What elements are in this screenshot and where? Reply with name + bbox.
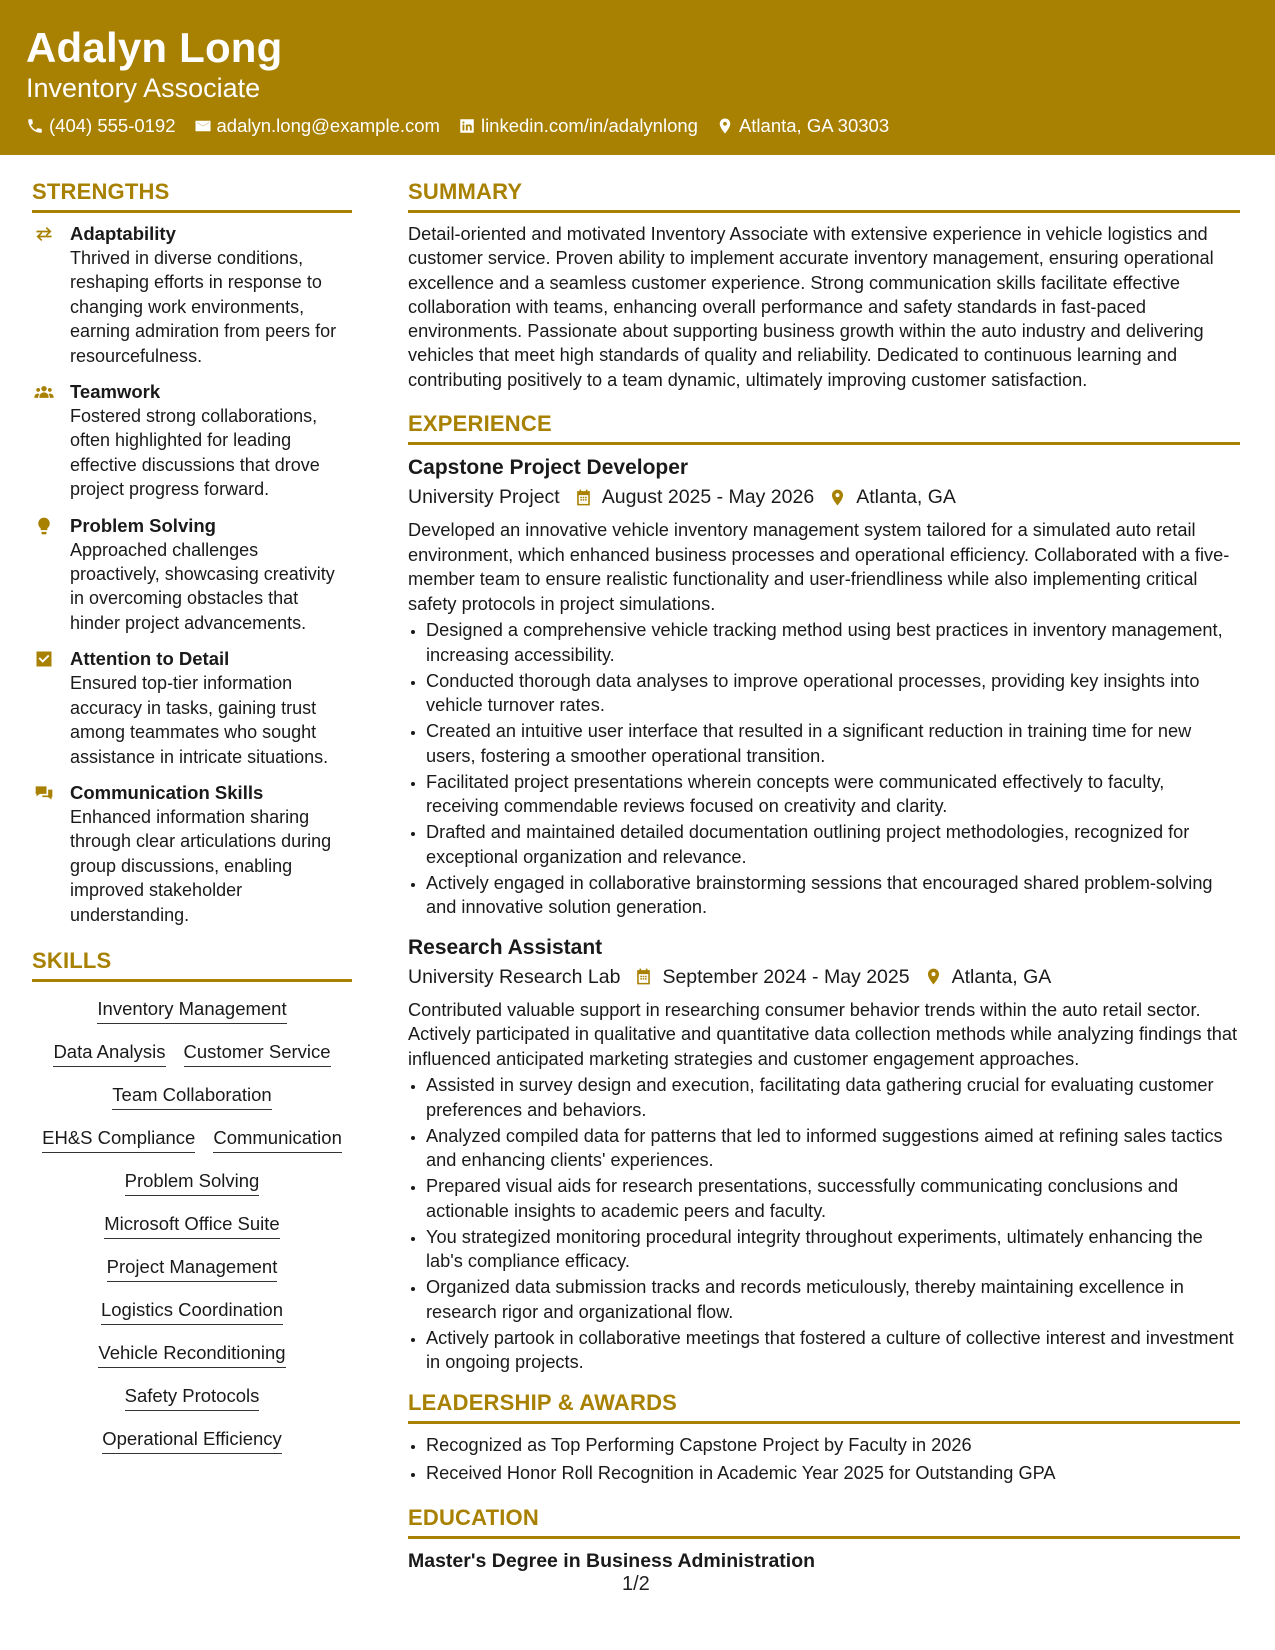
job-bullet: • Assisted in survey design and execution, facilitating data gathering crucial for evaluating customer preferences and behaviors. bbox=[426, 1073, 1240, 1122]
job-dates: September 2024 - May 2025 bbox=[662, 965, 910, 988]
linkedin-icon bbox=[458, 117, 476, 135]
skill-tag: Vehicle Reconditioning bbox=[98, 1341, 285, 1368]
education-degree: Master's Degree in Business Administration bbox=[408, 1549, 816, 1572]
job-title: Research Assistant bbox=[408, 935, 603, 959]
awards-heading: LEADERSHIP & AWARDS bbox=[408, 1389, 1240, 1424]
job-bullets bbox=[408, 1073, 1240, 1375]
strength-desc: Thrived in diverse conditions, reshaping efforts in response to changing work environments, earning admiration from peers for resourcefulness. bbox=[70, 248, 337, 366]
experience-heading: EXPERIENCE bbox=[408, 410, 1240, 445]
strength-item bbox=[32, 380, 352, 502]
arrows-exchange-icon bbox=[34, 224, 54, 244]
job-bullet: • Conducted thorough data analyses to improve operational processes, providing key insights into vehicle turnover rates. bbox=[426, 669, 1240, 718]
phone-icon bbox=[26, 117, 44, 135]
summary-text: Detail-oriented and motivated Inventory Associate with extensive experience in vehicle logistics and customer service. Proven ability to implement accurate inventory management, ensuring operational excellence and a seamless customer experience. Strong communication skills facilitate effective collaboration with teams, enhancing overall performance and safety standards in fast-paced environments. Passionate about supporting business growth within the auto industry and delivering vehicles that meet high standards of quality and reliability. Dedicated to continuous learning and contributing positively to a team dynamic, ultimately improving customer satisfaction. bbox=[408, 224, 1214, 390]
strength-item bbox=[32, 647, 352, 769]
candidate-name: Adalyn Long bbox=[26, 24, 283, 71]
job-location: Atlanta, GA bbox=[856, 486, 956, 509]
job-title: Capstone Project Developer bbox=[408, 456, 689, 480]
strength-desc: Enhanced information sharing through clear articulations during group discussions, enabling improved stakeholder understanding. bbox=[70, 806, 332, 925]
contact-location bbox=[716, 114, 889, 138]
linkedin-text: linkedin.com/in/adalynlong bbox=[480, 115, 698, 136]
strength-item bbox=[32, 514, 352, 636]
phone-text: (404) 555-0192 bbox=[49, 115, 176, 136]
job-bullet: • Organized data submission tracks and records meticulously, thereby maintaining excellence in research rigor and organizational flow. bbox=[426, 1275, 1240, 1324]
job-meta bbox=[408, 962, 1240, 992]
education-heading: EDUCATION bbox=[408, 1504, 1240, 1539]
skill-tag: Problem Solving bbox=[125, 1169, 260, 1196]
job-entry bbox=[408, 454, 1240, 920]
award-item: • Received Honor Roll Recognition in Academic Year 2025 for Outstanding GPA bbox=[426, 1461, 1240, 1486]
strength-item bbox=[32, 781, 352, 927]
job-org: University Research Lab bbox=[408, 965, 621, 988]
job-bullets bbox=[408, 618, 1240, 920]
location-text: Atlanta, GA 30303 bbox=[738, 115, 890, 136]
contact-phone[interactable] bbox=[26, 114, 176, 138]
map-pin-icon bbox=[924, 967, 943, 986]
strengths-heading: STRENGTHS bbox=[32, 178, 352, 213]
job-bullet: • Actively engaged in collaborative brainstorming sessions that encouraged shared problem-solving and innovative solution generation. bbox=[426, 871, 1240, 920]
map-pin-icon bbox=[828, 488, 847, 507]
calendar-icon bbox=[574, 488, 593, 507]
users-icon bbox=[34, 382, 54, 402]
job-bullet: • Designed a comprehensive vehicle tracking method using best practices in inventory management, increasing accessibility. bbox=[426, 618, 1240, 667]
skill-tag: Microsoft Office Suite bbox=[104, 1212, 279, 1239]
left-column bbox=[32, 178, 352, 1454]
skill-tag: Inventory Management bbox=[97, 997, 286, 1024]
skill-tag: Safety Protocols bbox=[125, 1384, 260, 1411]
contact-linkedin[interactable] bbox=[458, 114, 698, 138]
email-text: adalyn.long@example.com bbox=[216, 115, 440, 136]
strength-title: Communication Skills bbox=[70, 781, 264, 803]
contact-email[interactable] bbox=[194, 114, 440, 138]
job-bullet: • Analyzed compiled data for patterns that led to informed suggestions aimed at refining sales tactics and enhancing clients' experiences. bbox=[426, 1124, 1240, 1173]
strength-title: Attention to Detail bbox=[70, 648, 230, 670]
lightbulb-icon bbox=[34, 516, 54, 536]
comments-icon bbox=[34, 783, 54, 803]
checkbox-icon bbox=[34, 649, 54, 669]
job-bullet: • Created an intuitive user interface that resulted in a significant reduction in training time for new users, fostering a smoother operational transition. bbox=[426, 719, 1240, 768]
job-description: Developed an innovative vehicle inventory management system tailored for a simulated auto retail environment, which enhanced business processes and operational efficiency. Collaborated with a five-member team to ensure realistic functionality and user-friendliness while also implementing critical safety protocols in project simulations. bbox=[408, 520, 1230, 614]
summary-heading: SUMMARY bbox=[408, 178, 1240, 213]
strength-desc: Ensured top-tier information accuracy in tasks, gaining trust among teammates who sought assistance in intricate situations. bbox=[70, 673, 329, 767]
skill-tag: Team Collaboration bbox=[112, 1083, 271, 1110]
skill-tag: Operational Efficiency bbox=[102, 1427, 282, 1454]
skill-tag: Project Management bbox=[107, 1255, 278, 1282]
job-meta bbox=[408, 482, 1240, 512]
page-number: 1/2 bbox=[622, 1573, 650, 1595]
strength-desc: Approached challenges proactively, showcasing creativity in overcoming obstacles that hinder project advancements. bbox=[70, 539, 335, 633]
award-item: • Recognized as Top Performing Capstone Project by Faculty in 2026 bbox=[426, 1433, 1240, 1458]
awards-list bbox=[408, 1433, 1240, 1486]
strength-desc: Fostered strong collaborations, often highlighted for leading effective discussions that drove project progress forward. bbox=[70, 406, 320, 500]
strength-title: Problem Solving bbox=[70, 514, 216, 536]
job-bullet: • Facilitated project presentations wherein concepts were communicated effectively to faculty, receiving commendable reviews focused on creativity and clarity. bbox=[426, 770, 1240, 819]
calendar-icon bbox=[634, 967, 653, 986]
strength-item bbox=[32, 222, 352, 368]
skill-tag: Data Analysis bbox=[53, 1040, 165, 1067]
skill-tag: EH&S Compliance bbox=[42, 1126, 195, 1153]
strength-title: Adaptability bbox=[70, 223, 176, 244]
job-bullet: • Actively partook in collaborative meetings that fostered a culture of collective interest and investment in ongoing projects. bbox=[426, 1326, 1240, 1375]
job-bullet: • Prepared visual aids for research presentations, successfully communicating conclusions and actionable insights to academic peers and faculty. bbox=[426, 1174, 1240, 1223]
map-pin-icon bbox=[716, 117, 734, 135]
job-bullet: • You strategized monitoring procedural integrity throughout experiments, ultimately enhancing the lab's compliance efficacy. bbox=[426, 1225, 1240, 1274]
contact-bar bbox=[26, 114, 1249, 138]
strength-title: Teamwork bbox=[70, 381, 161, 403]
job-entry bbox=[408, 934, 1240, 1375]
awards-section bbox=[408, 1433, 1240, 1486]
skills-heading: SKILLS bbox=[32, 947, 352, 982]
job-dates: August 2025 - May 2026 bbox=[601, 486, 815, 509]
job-location: Atlanta, GA bbox=[951, 965, 1052, 988]
skill-tag: Logistics Coordination bbox=[101, 1298, 283, 1325]
job-bullet: • Drafted and maintained detailed documentation outlining project methodologies, recognized for exceptional organization and relevance. bbox=[426, 820, 1240, 869]
envelope-icon bbox=[194, 117, 212, 135]
right-column bbox=[408, 178, 1240, 1574]
job-org: University Project bbox=[408, 486, 560, 509]
job-description: Contributed valuable support in researching consumer behavior trends within the auto retail sector. Actively participated in qualitative and quantitative data collection methods while analyzing findings that influenced anticipated marketing strategies and customer engagement approaches. bbox=[408, 999, 1238, 1069]
skill-tag: Communication bbox=[213, 1126, 342, 1153]
resume-header bbox=[0, 0, 1275, 155]
skill-tag: Customer Service bbox=[184, 1040, 331, 1067]
skills-list bbox=[32, 991, 352, 1454]
candidate-title: Inventory Associate bbox=[26, 73, 261, 103]
